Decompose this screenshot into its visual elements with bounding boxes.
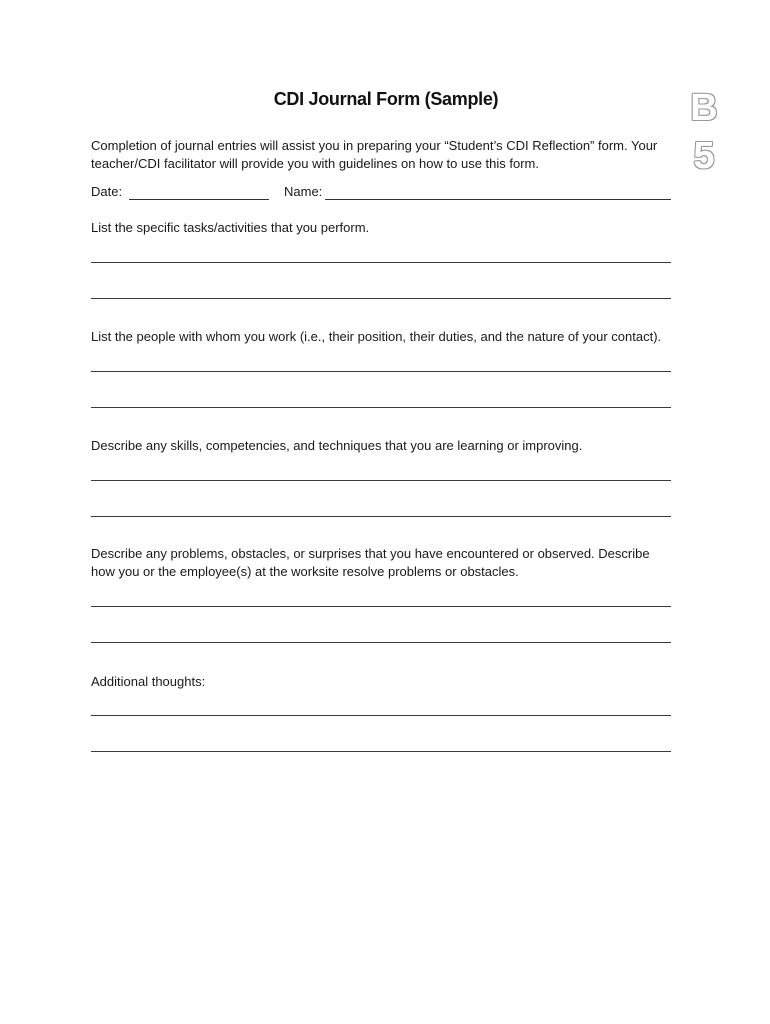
additional-answer-line-1[interactable] <box>91 715 671 716</box>
intro-text: Completion of journal entries will assist you in preparing your “Student’s CDI Reflection” form. Your teacher/CDI facilitator will provide you with guidelines on how to use this form. <box>91 138 658 171</box>
additional-prompt: Additional thoughts: <box>91 674 206 689</box>
skills-answer-line-2[interactable] <box>91 516 671 517</box>
problems-answer-line-2[interactable] <box>91 642 671 643</box>
tasks-answer-line-1[interactable] <box>91 262 671 263</box>
section-letter: B <box>690 87 718 129</box>
people-prompt: List the people with whom you work (i.e., their position, their duties, and the nature of your contact). <box>91 329 662 344</box>
people-answer-line-2[interactable] <box>91 407 671 408</box>
section-number: 5 <box>693 135 715 177</box>
date-name-row <box>91 184 671 202</box>
problems-prompt: Describe any problems, obstacles, or surprises that you have encountered or observed. Describe how you or the employee(s) at the worksite resolve problems or obstacles. <box>91 546 650 579</box>
skills-answer-line-1[interactable] <box>91 480 671 481</box>
date-label: Date: <box>91 184 123 199</box>
name-label: Name: <box>284 184 323 199</box>
problems-answer-line-1[interactable] <box>91 606 671 607</box>
form-title: CDI Journal Form (Sample) <box>273 89 499 109</box>
tasks-answer-line-2[interactable] <box>91 298 671 299</box>
section-marker <box>682 84 726 180</box>
tasks-prompt: List the specific tasks/activities that you perform. <box>91 220 370 235</box>
date-field[interactable] <box>129 199 269 200</box>
additional-answer-line-2[interactable] <box>91 751 671 752</box>
name-field[interactable] <box>325 199 671 200</box>
skills-prompt: Describe any skills, competencies, and techniques that you are learning or improving. <box>91 438 583 453</box>
people-answer-line-1[interactable] <box>91 371 671 372</box>
